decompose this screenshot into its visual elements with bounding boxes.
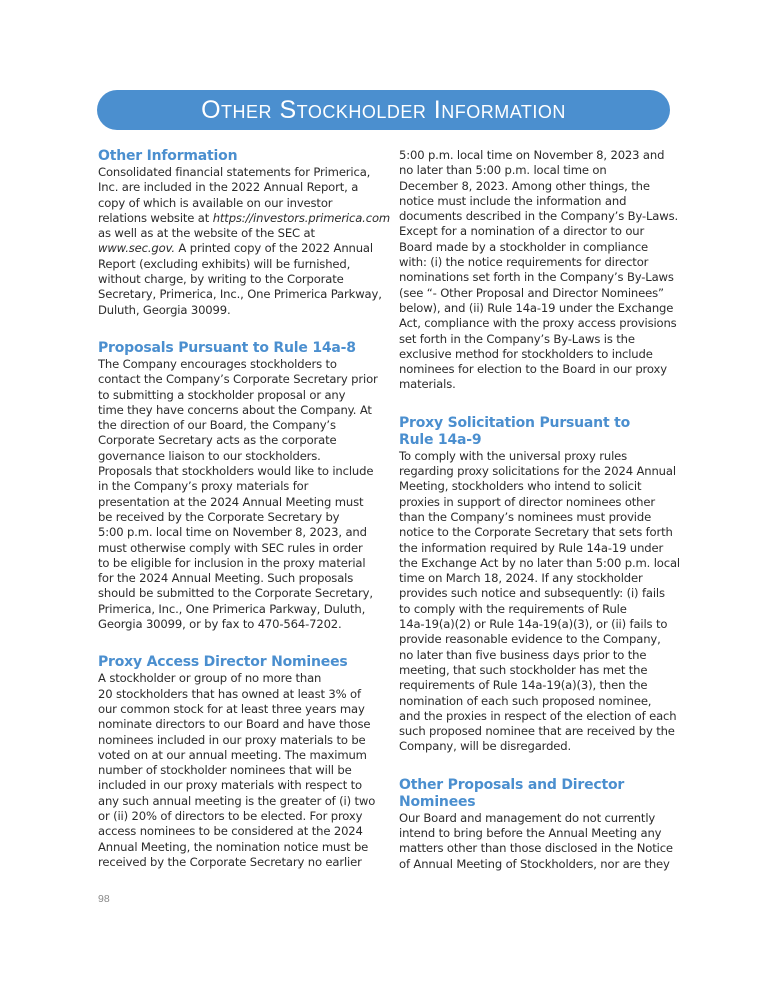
- section-heading: Other Information: [98, 148, 238, 164]
- text-line: be received by the Corporate Secretary by: [98, 509, 340, 524]
- section-heading: Proxy Access Director Nominees: [98, 654, 348, 671]
- text-line: Annual Meeting, the nomination notice must be: [98, 839, 369, 854]
- section-body: [399, 148, 679, 393]
- text-line: nominate directors to our Board and have those: [98, 717, 371, 732]
- section-body: [98, 671, 376, 870]
- section-body: [399, 448, 680, 755]
- text-line: no later than five business days prior to the: [399, 647, 647, 662]
- text-line: time they have concerns about the Company. At: [98, 402, 372, 417]
- text-line: intend to bring before the Annual Meeting any: [399, 825, 662, 840]
- text-line: the information required by Rule 14a-19 under: [399, 540, 664, 555]
- text-line: 5:00 p.m. local time on November 8, 2023 and: [399, 148, 665, 162]
- text-line: included in our proxy materials with respect to: [98, 778, 362, 793]
- text-line: Meeting, stockholders who intend to solicit: [399, 479, 642, 494]
- heading-line: Other Proposals and Director: [399, 776, 625, 793]
- section-heading: [399, 777, 674, 811]
- heading-line: Proxy Solicitation Pursuant to: [399, 414, 631, 431]
- text-line: Report (excluding exhibits) will be furnished,: [98, 256, 351, 271]
- right-column: [399, 148, 680, 872]
- text-line: Primerica, Inc., One Primerica Parkway, Duluth,: [98, 601, 366, 616]
- heading-line: Nominees: [399, 793, 476, 810]
- section-proxy-solicitation: [399, 414, 680, 755]
- section-other-information: [98, 148, 391, 318]
- text-line: such proposed nominee that are received by the: [399, 724, 675, 739]
- text-line: 5:00 p.m. local time on November 8, 2023, and: [98, 525, 367, 540]
- text-line: regarding proxy solicitations for the 2024 Annual: [399, 464, 676, 479]
- page-number: 98: [98, 893, 110, 905]
- text-line: Act, compliance with the proxy access provisions: [399, 316, 677, 331]
- text-line: without charge, by writing to the Corporate: [98, 272, 344, 287]
- text-line: or (ii) 20% of directors to be elected. For proxy: [98, 808, 363, 823]
- text-line: any such annual meeting is the greater of (i) two: [98, 793, 376, 808]
- investor-website-link[interactable]: https://investors.primerica.com: [212, 210, 391, 225]
- text-line: Consolidated financial statements for Primerica,: [98, 165, 371, 179]
- text-line: matters other than those disclosed in the Notice: [399, 841, 673, 856]
- text-line: notice to the Corporate Secretary that sets forth: [399, 525, 673, 540]
- text-line: presentation at the 2024 Annual Meeting must: [98, 494, 364, 509]
- text-line: governance liaison to our stockholders.: [98, 448, 321, 463]
- text-line: Company, will be disregarded.: [399, 739, 572, 754]
- text-line: the direction of our Board, the Company’s: [98, 418, 336, 433]
- text-line: below), and (ii) Rule 14a-19 under the Exchange: [399, 300, 674, 315]
- text-line: with: (i) the notice requirements for director: [399, 255, 649, 270]
- text-line: our common stock for at least three years may: [98, 701, 365, 716]
- text-line: To comply with the universal proxy rules: [399, 448, 628, 463]
- text-line: contact the Company’s Corporate Secretary prior: [98, 372, 378, 387]
- text-line: and the proxies in respect of the election of each: [399, 708, 677, 723]
- sec-website-link[interactable]: www.sec.gov.: [98, 241, 175, 256]
- text-line: to submitting a stockholder proposal or any: [98, 387, 346, 402]
- text-line: than the Company’s nominees must provide: [399, 509, 652, 524]
- text-fragment: relations website at: [98, 210, 213, 225]
- text-line: for the 2024 Annual Meeting. Such proposals: [98, 571, 354, 586]
- section-proxy-access: [98, 654, 376, 870]
- text-line: Our Board and management do not currently: [399, 810, 656, 825]
- section-body: [98, 165, 391, 318]
- text-line: set forth in the Company’s By-Laws is the: [399, 331, 635, 346]
- text-line: December 8, 2023. Among other things, the: [399, 178, 650, 193]
- section-heading: [399, 415, 674, 449]
- text-line: notice must include the information and: [399, 193, 627, 208]
- text-line: nominees included in our proxy materials to be: [98, 732, 366, 747]
- text-line: received by the Corporate Secretary no earlier: [98, 854, 362, 869]
- text-line: nomination of each such proposed nominee,: [399, 693, 652, 708]
- text-line: no later than 5:00 p.m. local time on: [399, 163, 607, 178]
- text-line: documents described in the Company’s By-Laws.: [399, 209, 679, 224]
- text-line: meeting, that such stockholder has met the: [399, 662, 648, 677]
- text-line: the Exchange Act by no later than 5:00 p.m. local: [399, 555, 680, 570]
- text-line: in the Company’s proxy materials for: [98, 479, 309, 494]
- text-line: as well as at the website of the SEC at: [98, 226, 315, 241]
- text-line: copy of which is available on our investor: [98, 195, 333, 210]
- text-line: [98, 210, 391, 226]
- text-line: nominees for election to the Board in our proxy: [399, 362, 667, 377]
- text-line: Inc. are included in the 2022 Annual Report, a: [98, 180, 359, 195]
- text-line: Except for a nomination of a director to our: [399, 224, 645, 239]
- text-line: 20 stockholders that has owned at least 3% of: [98, 686, 361, 701]
- text-line: [98, 241, 373, 256]
- text-line: nominations set forth in the Company’s By-Laws: [399, 270, 674, 285]
- text-line: provides such notice and subsequently: (i) fails: [399, 586, 665, 601]
- left-column: [98, 148, 391, 870]
- text-line: Georgia 30099, or by fax to 470-564-7202.: [98, 617, 342, 632]
- text-line: number of stockholder nominees that will be: [98, 763, 352, 778]
- section-proxy-access-continued: [399, 148, 679, 393]
- text-line: to be eligible for inclusion in the proxy material: [98, 555, 366, 570]
- text-line: Corporate Secretary acts as the corporate: [98, 433, 337, 448]
- text-line: (see “- Other Proposal and Director Nominees”: [399, 285, 664, 300]
- text-line: proxies in support of director nominees other: [399, 494, 655, 509]
- text-line: 14a-19(a)(2) or Rule 14a-19(a)(3), or (ii) fails to: [399, 617, 668, 632]
- text-line: Proposals that stockholders would like to include: [98, 464, 374, 479]
- text-line: requirements of Rule 14a-19(a)(3), then the: [399, 678, 648, 693]
- section-body: [399, 811, 674, 872]
- text-line: of Annual Meeting of Stockholders, nor are they: [399, 856, 670, 871]
- text-line: A stockholder or group of no more than: [98, 671, 322, 686]
- text-line: access nominees to be considered at the 2024: [98, 824, 363, 839]
- text-line: must otherwise comply with SEC rules in order: [98, 540, 363, 555]
- text-fragment: A printed copy of the 2022 Annual: [174, 241, 373, 256]
- section-rule-14a-8: [98, 339, 378, 632]
- page-title: Other Stockholder Information: [201, 96, 566, 124]
- text-line: should be submitted to the Corporate Secretary,: [98, 586, 373, 601]
- text-line: Board made by a stockholder in compliance: [399, 239, 649, 254]
- section-heading: Proposals Pursuant to Rule 14a-8: [98, 339, 356, 356]
- text-line: voted on at our annual meeting. The maximum: [98, 747, 367, 762]
- text-line: materials.: [399, 377, 456, 392]
- text-line: The Company encourages stockholders to: [98, 356, 337, 371]
- section-body: [98, 356, 378, 632]
- text-line: to comply with the requirements of Rule: [399, 601, 627, 616]
- text-line: provide reasonable evidence to the Company,: [399, 632, 661, 647]
- heading-line: Rule 14a-9: [399, 431, 482, 448]
- text-line: Secretary, Primerica, Inc., One Primerica Parkway,: [98, 287, 382, 302]
- text-line: exclusive method for stockholders to include: [399, 346, 653, 361]
- section-other-proposals: [399, 777, 674, 872]
- section-banner: [97, 90, 670, 130]
- text-line: Duluth, Georgia 30099.: [98, 302, 231, 317]
- text-line: time on March 18, 2024. If any stockholder: [399, 571, 643, 586]
